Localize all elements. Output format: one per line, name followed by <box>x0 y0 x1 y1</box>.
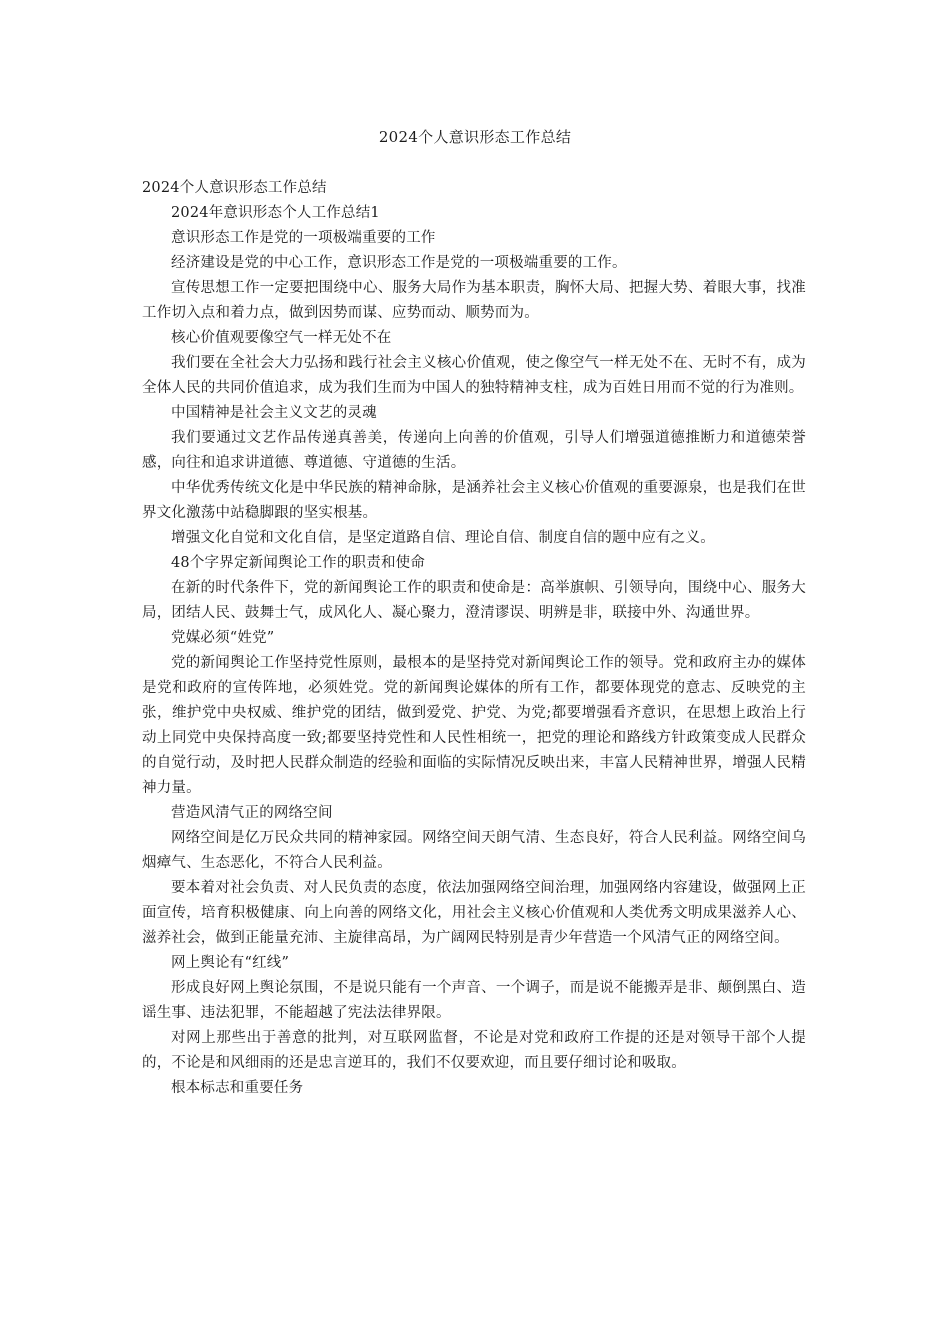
paragraph: 宣传思想工作一定要把围绕中心、服务大局作为基本职责，胸怀大局、把握大势、着眼大事，找准工作切入点和着力点，做到因势而谋、应势而动、顺势而为。 <box>142 280 806 321</box>
section-heading: 根本标志和重要任务 <box>171 1080 304 1096</box>
paragraph: 网络空间是亿万民众共同的精神家园。网络空间天朗气清、生态良好，符合人民利益。网络空间乌烟瘴气、生态恶化，不符合人民利益。 <box>142 830 806 871</box>
paragraph: 经济建设是党的中心工作，意识形态工作是党的一项极端重要的工作。 <box>171 255 627 271</box>
section-heading: 2024年意识形态个人工作总结1 <box>171 205 380 221</box>
section-heading: 48个字界定新闻舆论工作的职责和使命 <box>171 555 426 571</box>
paragraph: 形成良好网上舆论氛围，不是说只能有一个声音、一个调子，而是说不能搬弄是非、颠倒黑白、造谣生事、违法犯罪，不能超越了宪法法律界限。 <box>142 980 806 1021</box>
section-heading: 网上舆论有“红线” <box>171 955 290 971</box>
section-heading: 中国精神是社会主义文艺的灵魂 <box>171 405 377 421</box>
paragraph: 2024个人意识形态工作总结 <box>142 180 327 196</box>
section-heading: 意识形态工作是党的一项极端重要的工作 <box>171 230 436 246</box>
section-heading: 核心价值观要像空气一样无处不在 <box>171 330 392 346</box>
paragraph: 中华优秀传统文化是中华民族的精神命脉，是涵养社会主义核心价值观的重要源泉，也是我们在世界文化激荡中站稳脚跟的坚实根基。 <box>142 480 806 521</box>
paragraph: 要本着对社会负责、对人民负责的态度，依法加强网络空间治理，加强网络内容建设，做强网上正面宣传，培育积极健康、向上向善的网络文化，用社会主义核心价值观和人类优秀文明成果滋养人心、滋养社会，做到正能量充沛、主旋律高昂，为广阔网民特别是青少年营造一个风清气正的网络空间。 <box>142 880 806 946</box>
paragraph: 我们要通过文艺作品传递真善美，传递向上向善的价值观，引导人们增强道德推断力和道德荣誉感，向往和追求讲道德、尊道德、守道德的生活。 <box>142 430 806 471</box>
paragraph: 增强文化自觉和文化自信，是坚定道路自信、理论自信、制度自信的题中应有之义。 <box>171 530 715 546</box>
section-heading: 营造风清气正的网络空间 <box>171 805 333 821</box>
paragraph: 我们要在全社会大力弘扬和践行社会主义核心价值观，使之像空气一样无处不在、无时不有，成为全体人民的共同价值追求，成为我们生而为中国人的独特精神支柱，成为百姓日用而不觉的行为准则。 <box>142 355 806 396</box>
paragraph: 在新的时代条件下，党的新闻舆论工作的职责和使命是：高举旗帜、引领导向，围绕中心、服务大局，团结人民、鼓舞士气，成风化人、凝心聚力，澄清谬误、明辨是非，联接中外、沟通世界。 <box>142 580 806 621</box>
paragraph: 党的新闻舆论工作坚持党性原则，最根本的是坚持党对新闻舆论工作的领导。党和政府主办的媒体是党和政府的宣传阵地，必须姓党。党的新闻舆论媒体的所有工作，都要体现党的意志、反映党的主张，维护党中央权威、维护党的团结，做到爱党、护党、为党;都要增强看齐意识，在思想上政治上行动上同党中央保持高度一致;都要坚持党性和人民性相统一，把党的理论和路线方针政策变成人民群众的自觉行动，及时把人民群众制造的经验和面临的实际情况反映出来，丰富人民精神世界，增强人民精神力量。 <box>142 655 806 796</box>
paragraph: 对网上那些出于善意的批判，对互联网监督，不论是对党和政府工作提的还是对领导干部个人提的，不论是和风细雨的还是忠言逆耳的，我们不仅要欢迎，而且要仔细讨论和吸取。 <box>142 1030 806 1071</box>
section-heading: 党媒必须“姓党” <box>171 630 275 646</box>
document-body <box>142 176 806 1101</box>
document-title: 2024个人意识形态工作总结 <box>378 128 572 146</box>
